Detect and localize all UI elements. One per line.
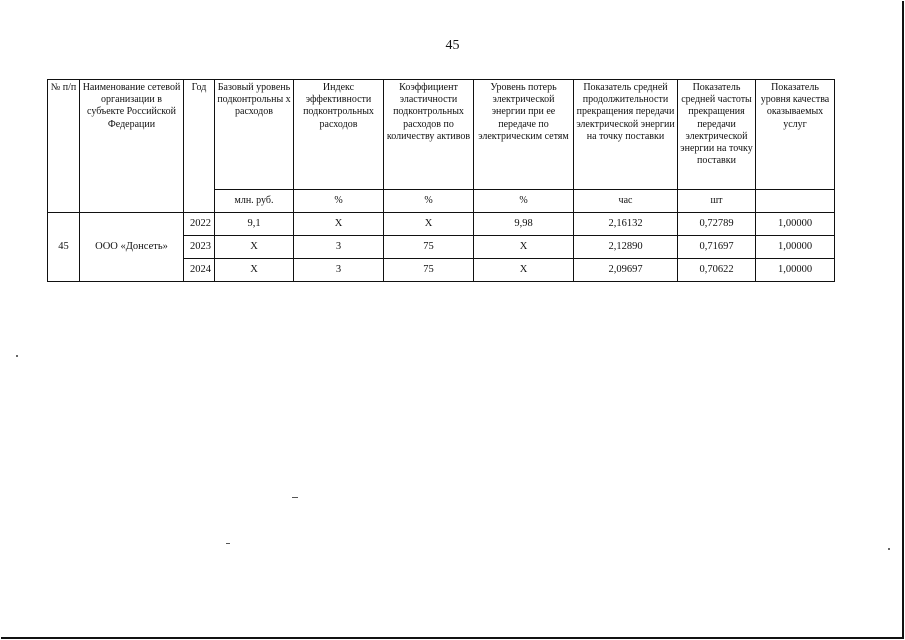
scan-artifact: [888, 548, 890, 550]
data-cell: 9,98: [474, 213, 574, 236]
header-elasticity-coefficient: Коэффициент эластичности подконтрольных расходов по количеству активов: [384, 80, 474, 190]
data-cell: 9,1: [215, 213, 294, 236]
data-cell: 1,00000: [756, 213, 835, 236]
unit-cell: [756, 190, 835, 213]
data-cell: Х: [215, 236, 294, 259]
data-cell: Х: [474, 236, 574, 259]
year-cell: 2024: [184, 259, 215, 282]
data-cell: 0,70622: [678, 259, 756, 282]
scan-artifact: [292, 497, 298, 498]
unit-cell: %: [294, 190, 384, 213]
header-interruption-frequency: Показатель средней частоты прекращения передачи электрической энергии на точку поставки: [678, 80, 756, 190]
header-losses-level: Уровень потерь электрической энергии при ее передаче по электрическим сетям: [474, 80, 574, 190]
scan-artifact: [226, 543, 230, 544]
data-cell: 2,16132: [574, 213, 678, 236]
scan-artifact: [16, 355, 18, 357]
data-cell: 2,09697: [574, 259, 678, 282]
data-cell: Х: [384, 213, 474, 236]
header-row: [48, 80, 835, 190]
unit-cell: час: [574, 190, 678, 213]
data-cell: 75: [384, 259, 474, 282]
data-cell: 0,72789: [678, 213, 756, 236]
data-cell: 1,00000: [756, 236, 835, 259]
header-service-quality: Показатель уровня качества оказываемых услуг: [756, 80, 835, 190]
data-cell: 75: [384, 236, 474, 259]
header-base-expenses: Базовый уровень подконтрольны х расходов: [215, 80, 294, 190]
data-cell: 0,71697: [678, 236, 756, 259]
year-cell: 2023: [184, 236, 215, 259]
indicators-table: [47, 79, 835, 282]
header-year: Год: [184, 80, 215, 213]
organization-name: ООО «Донсеть»: [80, 213, 184, 282]
row-number: 45: [48, 213, 80, 282]
data-cell: 2,12890: [574, 236, 678, 259]
data-cell: Х: [294, 213, 384, 236]
unit-cell: млн. руб.: [215, 190, 294, 213]
year-cell: 2022: [184, 213, 215, 236]
unit-cell: %: [474, 190, 574, 213]
header-rownum: № п/п: [48, 80, 80, 213]
table-row: [48, 213, 835, 236]
unit-cell: шт: [678, 190, 756, 213]
data-cell: 3: [294, 259, 384, 282]
data-cell: 1,00000: [756, 259, 835, 282]
page-number: 45: [445, 38, 460, 53]
header-organization: Наименование сетевой организации в субъекте Российской Федерации: [80, 80, 184, 213]
data-cell: Х: [215, 259, 294, 282]
data-cell: Х: [474, 259, 574, 282]
header-interruption-duration: Показатель средней продолжительности прекращения передачи электрической энергии на точку поставки: [574, 80, 678, 190]
data-cell: 3: [294, 236, 384, 259]
header-efficiency-index: Индекс эффективности подконтрольных расходов: [294, 80, 384, 190]
unit-cell: %: [384, 190, 474, 213]
